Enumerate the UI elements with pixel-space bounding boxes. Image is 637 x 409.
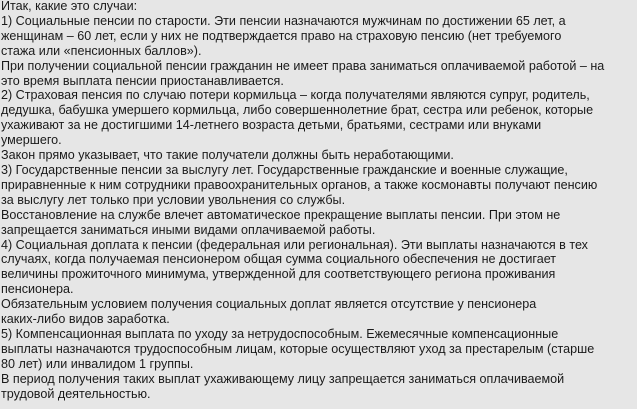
case-2-line-4: умершего. — [1, 133, 62, 148]
case-2-note-line: Закон прямо указывает, что такие получатели должны быть неработающими. — [1, 148, 454, 163]
case-1-line-1: 1) Социальные пенсии по старости. Эти пенсии назначаются мужчинам по достижении 65 лет, а — [1, 13, 566, 28]
case-4-note-line-2: каких-либо видов заработка. — [1, 312, 170, 327]
case-3-line-2: приравненные к ним сотрудники правоохранительных органов, а также космонавты получают пенсию — [1, 177, 598, 192]
case-4-line-3: величины прожиточного минимума, утвержденной для соответствующего региона проживания — [1, 267, 556, 282]
case-1-note-line-2: это время выплата пенсии приостанавливается. — [1, 73, 284, 88]
case-5-note-line-2: трудовой деятельностью. — [1, 386, 151, 401]
case-3-note-line-2: запрещается заниматься иными видами оплачиваемой работы. — [1, 222, 376, 237]
case-4-note-line-1: Обязательным условием получения социальных доплат является отсутствие у пенсионера — [1, 297, 537, 312]
case-2-line-2: дедушка, бабушка умершего кормильца, либо совершеннолетние брат, сестра или ребенок, которые — [1, 103, 594, 118]
case-2-line-3: ухаживают за не достигшими 14-летнего возраста детьми, братьями, сестрами или внуками — [1, 118, 542, 133]
case-4-line-4: пенсионера. — [1, 282, 74, 297]
case-3-line-3: за выслугу лет только при условии увольнения со службы. — [1, 192, 346, 207]
case-1-line-2: женщинам – 60 лет, если у них не подтверждается право на страховую пенсию (нет требуемого — [1, 28, 562, 43]
case-4-line-1: 4) Социальная доплата к пенсии (федеральная или региональная). Эти выплаты назначаются в тех — [1, 237, 588, 252]
case-5-line-3: 80 лет) или инвалидом 1 группы. — [1, 356, 194, 371]
document-text — [1, 0, 637, 401]
case-5-note-line-1: В период получения таких выплат ухаживающему лицу запрещается заниматься оплачиваемой — [1, 371, 565, 386]
case-4-line-2: случаях, когда получаемая пенсионером общая сумма социального обеспечения не достигает — [1, 252, 557, 267]
intro-line: Итак, какие это случаи: — [1, 0, 138, 13]
case-3-line-1: 3) Государственные пенсии за выслугу лет. Государственные гражданские и военные служащие, — [1, 162, 568, 177]
case-1-note-line-1: При получении социальной пенсии гражданин не имеет права заниматься оплачиваемой работой – на — [1, 58, 605, 73]
case-5-line-2: выплаты назначаются трудоспособным лицам, которые осуществляют уход за престарелым (старше — [1, 341, 595, 356]
case-5-line-1: 5) Компенсационная выплата по уходу за нетрудоспособным. Ежемесячные компенсационные — [1, 326, 559, 341]
case-1-line-3: стажа или «пенсионных баллов»). — [1, 43, 202, 58]
case-2-line-1: 2) Страховая пенсия по случаю потери кормильца – когда получателями являются супруг, родитель, — [1, 88, 590, 103]
case-3-note-line-1: Восстановление на службе влечет автоматическое прекращение выплаты пенсии. При этом не — [1, 207, 561, 222]
